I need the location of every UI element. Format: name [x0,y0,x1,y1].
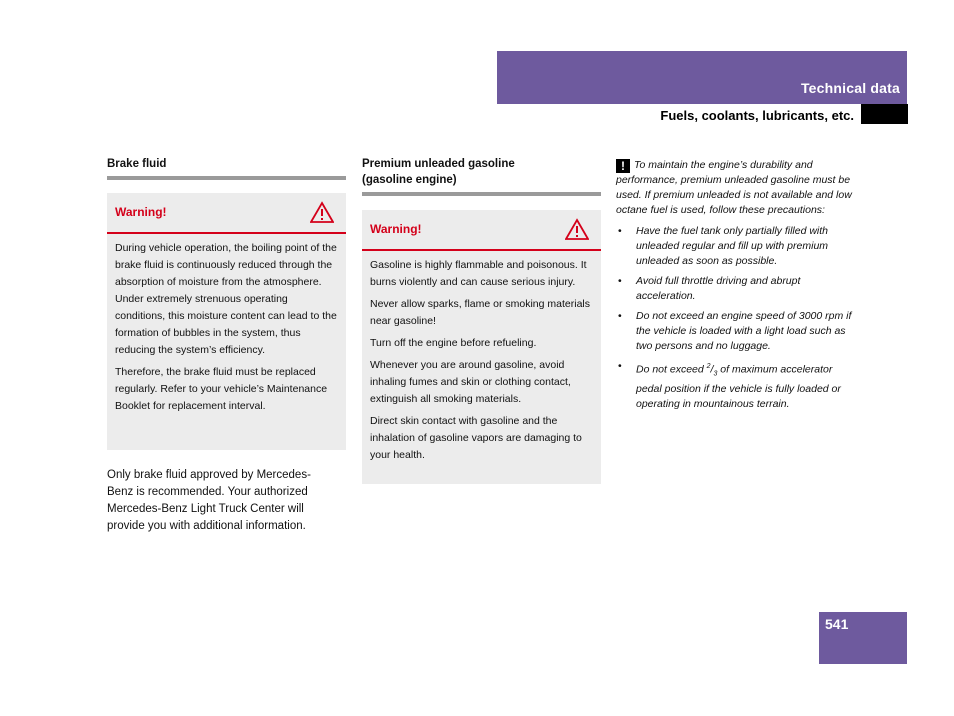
list-item: • Have the fuel tank only partially filled with unleaded regular and fill up with premium unleaded as soon as possible. [616,224,858,269]
warning-paragraph: During vehicle operation, the boiling point of the brake fluid is continuously reduced through the absorption of moisture from the atmosphere. Under extremely strenuous operating conditions, this moisture content can lead to the formation of bubbles in the system, thus reducing the system’s efficiency. [115,242,337,356]
warning-header [362,210,601,251]
brake-fluid-heading: Brake fluid [107,158,167,170]
list-item: • Avoid full throttle driving and abrupt acceleration. [616,274,858,304]
bullet4-pre: Do not exceed [636,363,704,376]
exclamation-icon: ! [616,159,630,173]
warning-body [107,234,346,426]
warning-header [107,193,346,234]
warning-triangle-icon [565,218,589,240]
heading-rule [362,192,601,196]
brake-fluid-section [107,156,346,180]
section-title: Technical data [800,80,900,96]
note-intro [616,158,858,218]
fraction-denominator: 3 [713,370,718,378]
precaution-list [616,224,858,412]
gasoline-warning-box [362,210,601,484]
brake-fluid-warning-box [107,193,346,450]
fraction-numerator: 2 [706,363,711,370]
header-band [497,51,907,104]
warning-paragraph: Whenever you are around gasoline, avoid inhaling fumes and skin or clothing contact, extinguish all smoking materials. [370,359,571,405]
list-item: • Do not exceed an engine speed of 3000 rpm if the vehicle is loaded with a light load such as two persons and no luggage. [616,309,858,354]
bullet4-post: of maximum accelerator pedal position if the vehicle is fully loaded or operating in mountainous terrain. [636,363,841,410]
gasoline-heading-line1: Premium unleaded gasoline [362,158,515,170]
warning-paragraph: Never allow sparks, flame or smoking materials near gasoline! [370,298,590,327]
warning-label: Warning! [115,205,167,219]
section-subtitle: Fuels, coolants, lubricants, etc. [660,108,854,123]
warning-paragraph: Gasoline is highly flammable and poisonous. It burns violently and can cause serious injury. [370,259,587,288]
warning-label: Warning! [370,222,422,236]
note-text: To maintain the engine’s durability and performance, premium unleaded gasoline must be used. If premium unleaded is not available and low octane fuel is used, follow these precautions: [616,159,852,216]
page-number: 541 [825,616,849,632]
heading-rule [107,176,346,180]
warning-body [362,251,601,475]
fuel-precautions-note [616,158,858,417]
header-tab-marker [861,104,908,124]
brake-fluid-text: Only brake fluid approved by Mercedes-Benz is recommended. Your authorized Mercedes-Benz Light Truck Center will provide you with additional information. [107,469,311,532]
warning-paragraph: Direct skin contact with gasoline and the inhalation of gasoline vapors are damaging to your health. [370,415,582,461]
warning-paragraph: Turn off the engine before refueling. [370,337,537,349]
warning-triangle-icon [310,201,334,223]
gasoline-section [362,156,601,196]
list-item: • Do not exceed $^2/_3$ of maximum accelerator pedal position if the vehicle is fully loaded or operating in mountainous terrain. [616,359,858,412]
gasoline-heading-line2: (gasoline engine) [362,174,457,186]
warning-paragraph: Therefore, the brake fluid must be replaced regularly. Refer to your vehicle’s Maintenance Booklet for replacement interval. [115,366,328,412]
